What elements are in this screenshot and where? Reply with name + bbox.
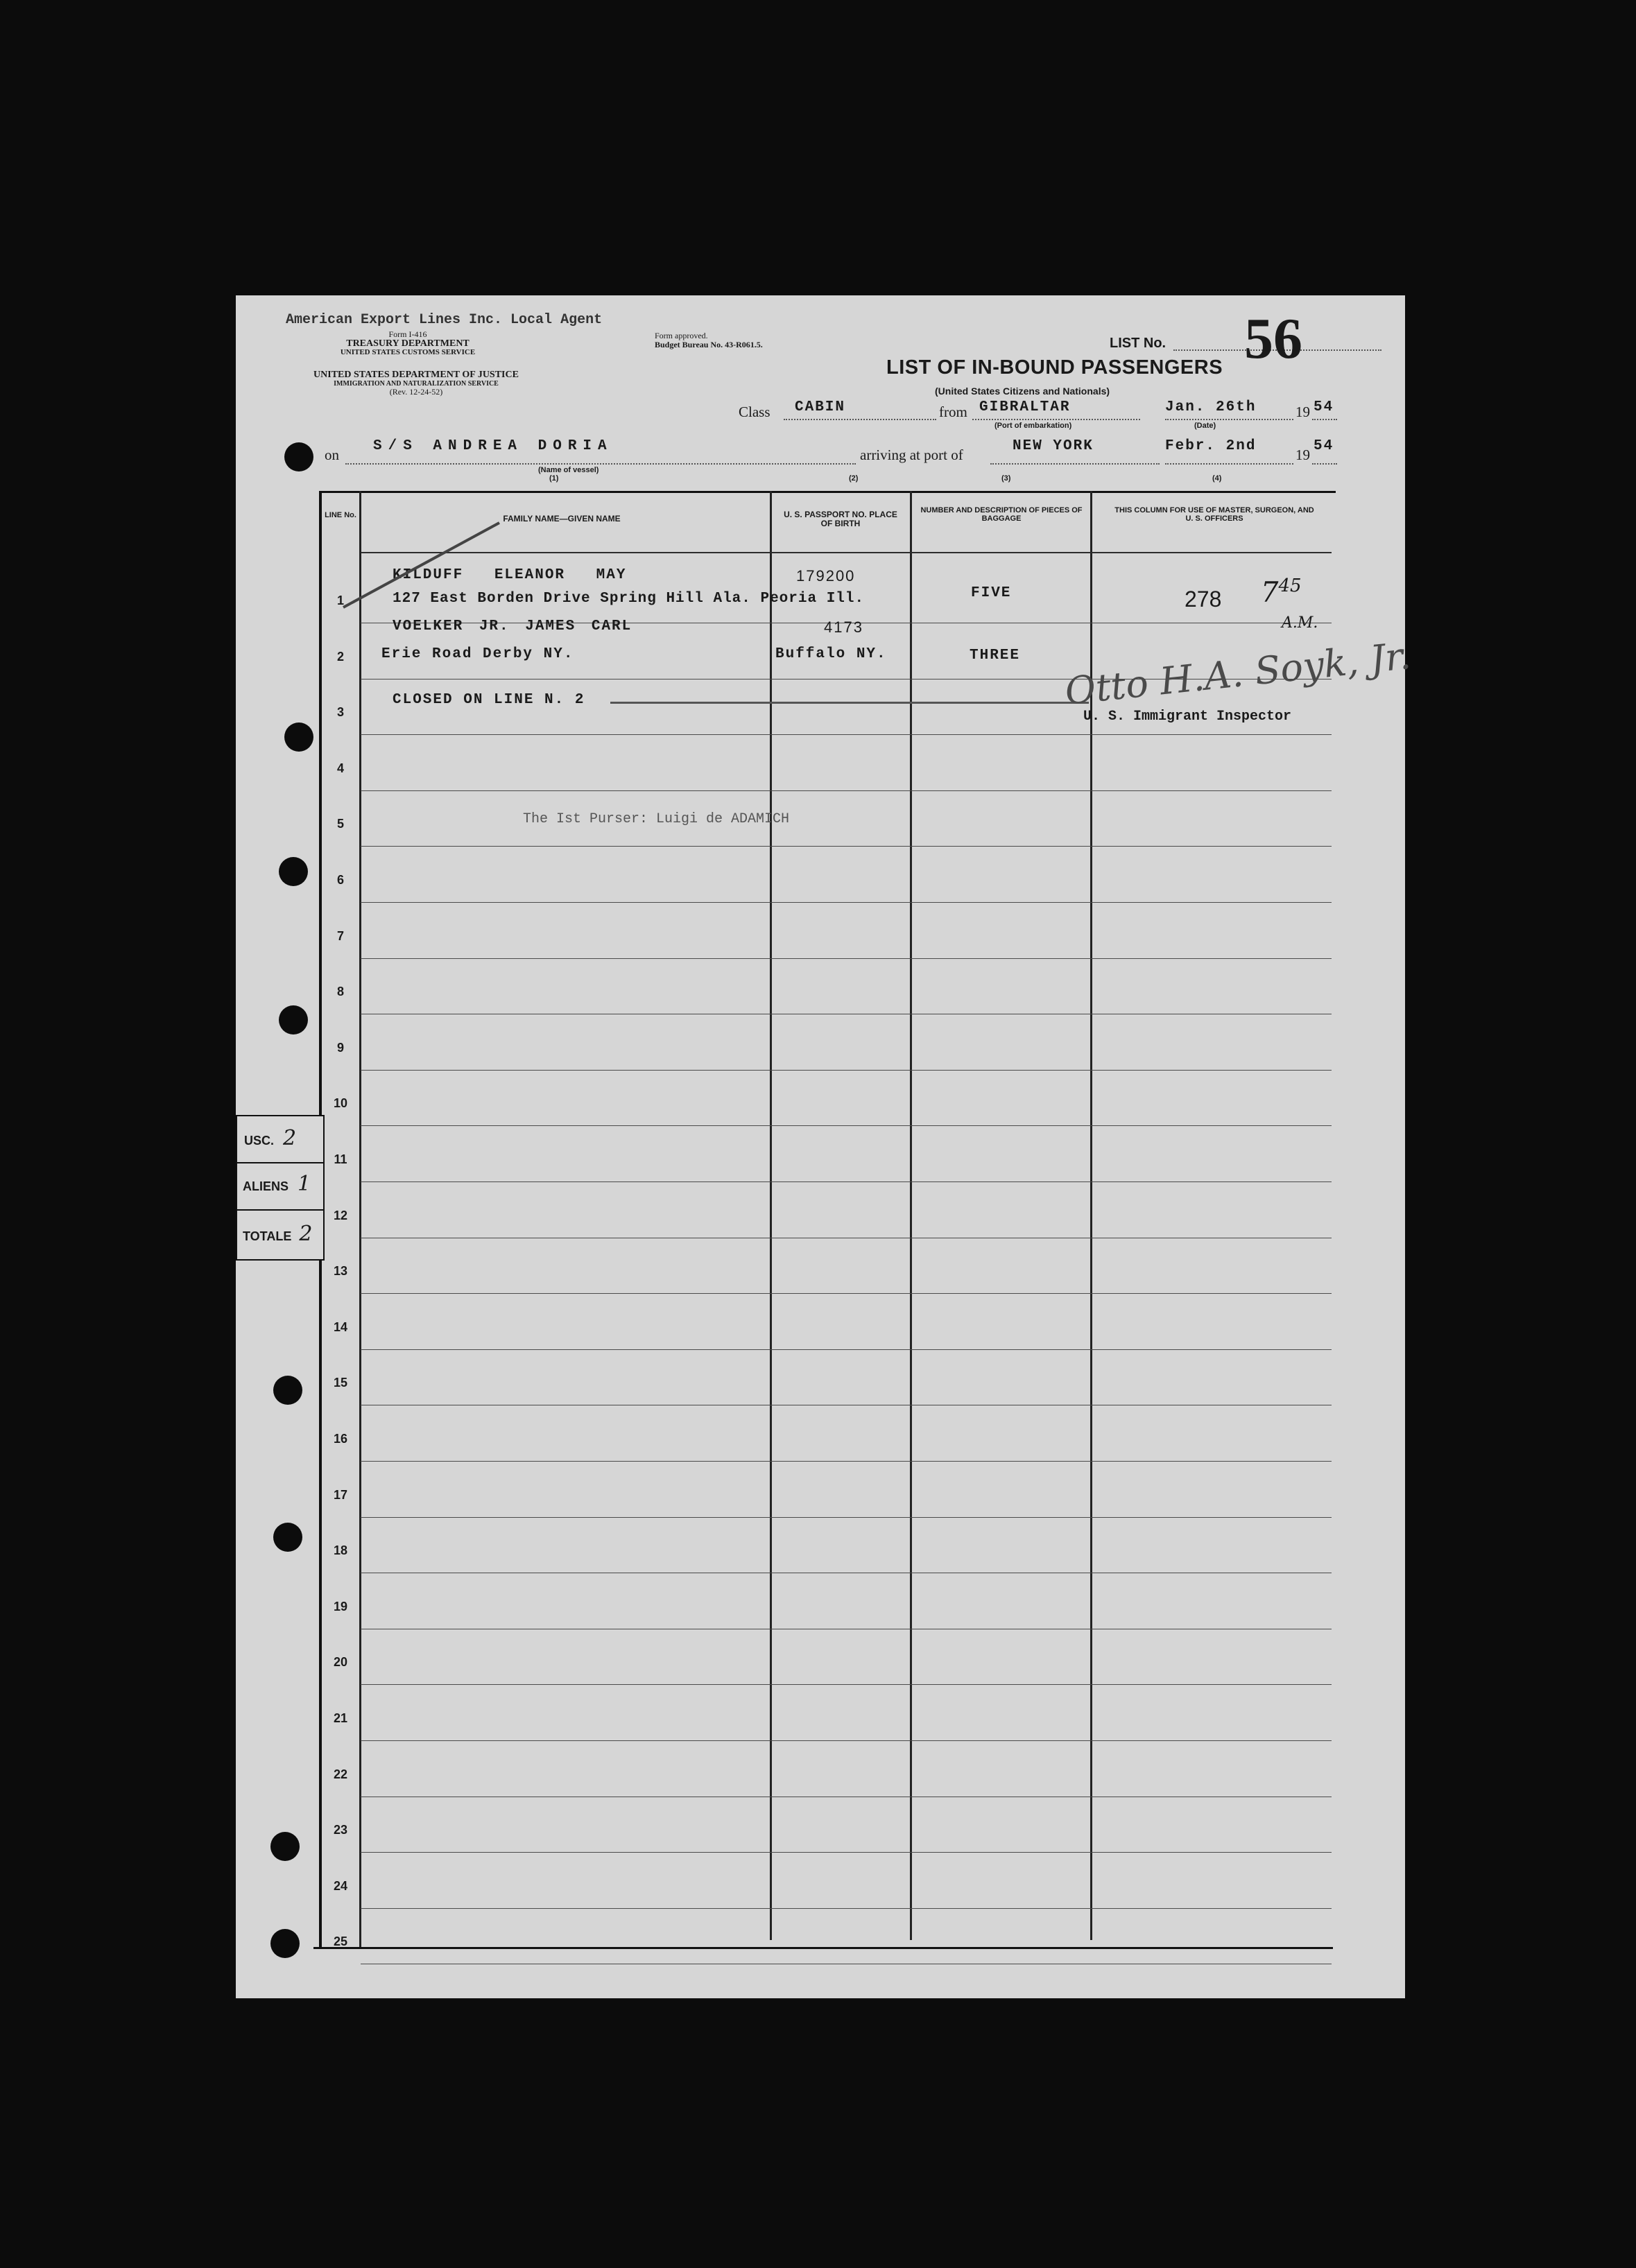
inspector-signature: Otto H.A. Soyk, Jr.: [1062, 633, 1413, 713]
officer-number: 278: [1185, 587, 1222, 612]
line-number: 17: [333, 1488, 348, 1502]
row-rule: [361, 1908, 1332, 1909]
row-rule: [361, 790, 1332, 791]
col-header-line-no: LINE No.: [325, 511, 356, 519]
table-top-border: [320, 491, 1336, 493]
col-num-1: (1): [549, 474, 559, 483]
list-subtitle: (United States Citizens and Nationals): [935, 386, 1110, 397]
line-number: 13: [333, 1264, 348, 1278]
entry-2-name: VOELKER JR. JAMES CARL: [393, 618, 632, 634]
col-num-2: (2): [849, 474, 859, 483]
vessel-value: S/S ANDREA DORIA: [373, 438, 613, 454]
punch-hole: [270, 1832, 300, 1861]
officer-time: [1261, 575, 1302, 608]
col-num-4: (4): [1212, 474, 1222, 483]
line-number: 20: [333, 1655, 348, 1669]
line-number: 4: [336, 761, 344, 775]
punch-hole: [279, 857, 308, 886]
line-number: 11: [334, 1152, 347, 1166]
row-rule: [361, 902, 1332, 903]
entry-1-name: KILDUFF ELEANOR MAY: [393, 567, 627, 583]
punch-hole: [270, 1929, 300, 1958]
arrival-year-prefix: 19: [1295, 447, 1310, 463]
row-rule: [361, 1740, 1332, 1741]
officer-time-ampm: A.M.: [1282, 614, 1318, 632]
form-approved: Form approved. Budget Bureau No. 43-R061.5.: [655, 331, 763, 349]
arrival-port: NEW YORK: [1013, 438, 1094, 454]
list-no-value: 56: [1244, 306, 1302, 371]
punch-hole: [279, 1005, 308, 1035]
class-label: Class: [739, 404, 770, 420]
entry-1-passport: 179200: [796, 567, 856, 585]
entry-2-passport: 4173: [824, 618, 863, 636]
arriving-label: arriving at port of: [860, 447, 963, 463]
vessel-caption: (Name of vessel): [538, 466, 599, 474]
closed-dash-line: [610, 702, 1089, 704]
purser-note: The Ist Purser: Luigi de ADAMICH: [523, 811, 790, 827]
list-title: LIST OF IN-BOUND PASSENGERS: [886, 356, 1223, 379]
tally-box: [236, 1115, 325, 1261]
time-hour: 7: [1261, 576, 1279, 609]
from-label: from: [939, 404, 967, 420]
arrival-date: Febr. 2nd: [1165, 438, 1257, 454]
line-number: 15: [333, 1376, 348, 1390]
name-col-border: [770, 491, 772, 1940]
line-number: 14: [333, 1320, 348, 1334]
line-number: 8: [336, 985, 344, 998]
pencil-slash: [340, 517, 506, 614]
tally-total: TOTALE 2: [243, 1222, 313, 1246]
line-number: 23: [333, 1823, 348, 1837]
row-rule: [361, 734, 1332, 735]
header-bottom-rule: [361, 552, 1332, 553]
list-no-label: LIST No.: [1110, 336, 1166, 351]
departure-year: 54: [1314, 399, 1334, 415]
line-col-border: [359, 491, 361, 1947]
col-header-passport: U. S. PASSPORT NO. PLACE OF BIRTH: [784, 510, 897, 528]
date-caption: (Date): [1194, 422, 1216, 430]
line-number: 2: [336, 650, 344, 664]
row-rule: [361, 1125, 1332, 1126]
dept-info: UNITED STATES DEPARTMENT OF JUSTICE IMMIGRATION AND NATURALIZATION SERVICE (Rev. 12-24-52): [313, 370, 519, 397]
col-num-3: (3): [1001, 474, 1011, 483]
form-info: Form I-416 TREASURY DEPARTMENT UNITED STATES CUSTOMS SERVICE: [340, 329, 476, 357]
on-label: on: [325, 447, 339, 463]
arrival-year-line: [1312, 463, 1337, 465]
entry-2-birthplace: Buffalo NY.: [775, 646, 887, 662]
col-header-officers: THIS COLUMN FOR USE OF MASTER, SURGEON, AND U. S. OFFICERS: [1114, 506, 1314, 523]
line-number: 21: [333, 1711, 348, 1725]
inspector-title: U. S. Immigrant Inspector: [1083, 709, 1292, 725]
agent-stamp: American Export Lines Inc. Local Agent: [286, 312, 603, 328]
row-rule: [361, 1349, 1332, 1350]
entry-1-address: 127 East Borden Drive Spring Hill Ala. Peoria Ill.: [393, 591, 865, 607]
passport-col-border: [910, 491, 912, 1940]
vessel-line: [345, 463, 856, 465]
line-number: 9: [336, 1041, 344, 1055]
arrival-port-line: [990, 463, 1160, 465]
arrival-date-line: [1165, 463, 1293, 465]
line-number: 7: [336, 929, 344, 943]
col-header-name: FAMILY NAME—GIVEN NAME: [503, 514, 621, 523]
line-number: 24: [333, 1879, 348, 1893]
punch-hole: [273, 1523, 302, 1552]
class-value: CABIN: [795, 399, 846, 415]
departure-date-line: [1165, 419, 1293, 420]
line-number: 3: [336, 705, 344, 719]
table-bottom-border: [313, 1947, 1333, 1949]
line-number: 22: [333, 1767, 348, 1781]
time-minutes: 45: [1278, 575, 1302, 596]
from-line: [972, 419, 1140, 420]
col-header-baggage: NUMBER AND DESCRIPTION OF PIECES OF BAGGAGE: [920, 506, 1083, 523]
row-rule: [361, 1461, 1332, 1462]
row-rule: [361, 1293, 1332, 1294]
line-number: 16: [333, 1432, 348, 1446]
row-rule: [361, 1517, 1332, 1518]
class-line: [784, 419, 936, 420]
from-value: GIBRALTAR: [979, 399, 1071, 415]
row-rule: [361, 958, 1332, 959]
entry-1-baggage: FIVE: [971, 585, 1012, 601]
line-number: 10: [333, 1096, 348, 1110]
departure-year-line: [1312, 419, 1337, 420]
entry-2-address: Erie Road Derby NY.: [381, 646, 574, 662]
row-rule: [361, 846, 1332, 847]
line-number: 19: [333, 1600, 348, 1613]
row-rule: [361, 1070, 1332, 1071]
line-number: 25: [333, 1934, 348, 1948]
tally-aliens: ALIENS 1: [243, 1172, 311, 1196]
entry-2-baggage: THREE: [970, 648, 1021, 664]
line-number: 12: [333, 1209, 348, 1222]
line-number: 6: [336, 873, 344, 887]
line-number: 1: [336, 594, 344, 607]
punch-hole: [284, 722, 313, 752]
tally-usc: USC. 2: [244, 1126, 297, 1150]
line-number: 18: [333, 1543, 348, 1557]
row-rule: [361, 1684, 1332, 1685]
document-sheet: [236, 295, 1413, 1998]
punch-hole: [273, 1376, 302, 1405]
line-number: 5: [336, 817, 344, 831]
departure-year-prefix: 19: [1295, 404, 1310, 420]
closed-note: CLOSED ON LINE N. 2: [393, 692, 585, 708]
departure-date: Jan. 26th: [1165, 399, 1257, 415]
embark-caption: (Port of embarkation): [994, 422, 1072, 430]
row-rule: [361, 1852, 1332, 1853]
punch-hole: [284, 442, 313, 471]
arrival-year: 54: [1314, 438, 1334, 454]
row-rule: [361, 1181, 1332, 1182]
